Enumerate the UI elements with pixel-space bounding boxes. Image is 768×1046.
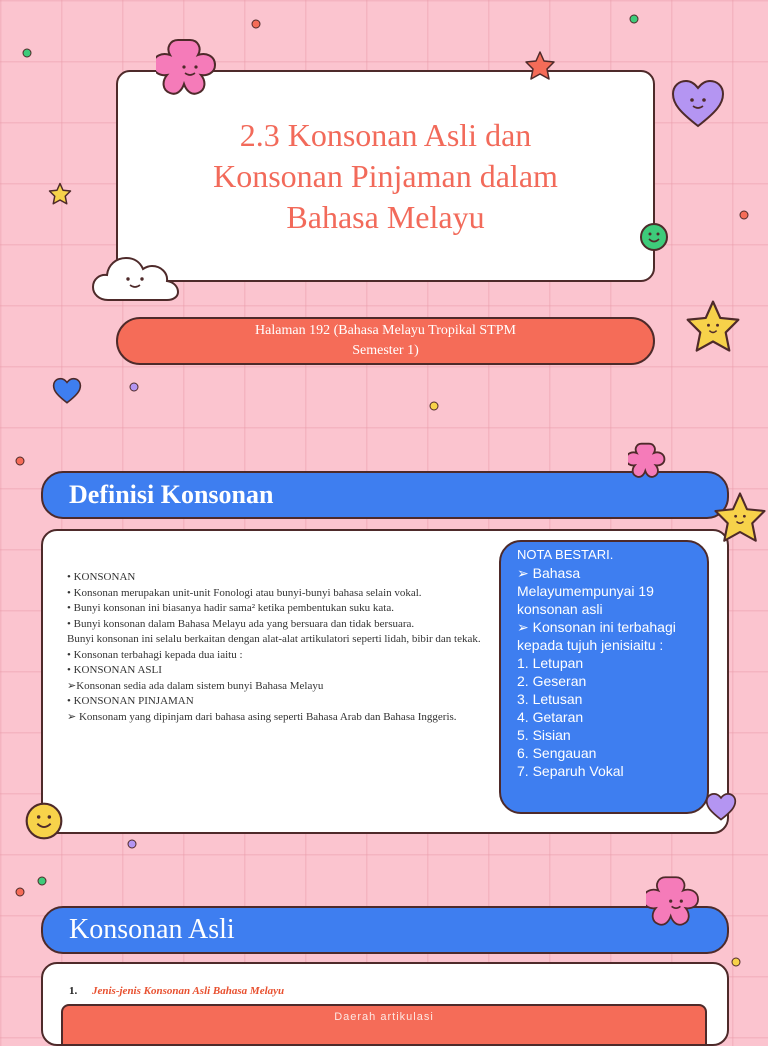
asli-item-heading: [69, 985, 284, 997]
smiley-icon: [24, 801, 64, 841]
dot-icon: [21, 47, 33, 59]
dot-icon: [14, 886, 26, 898]
definition-line: • Bunyi konsonan dalam Bahasa Melayu ada yang bersuara dan tidak bersuara.: [67, 617, 415, 630]
star-icon: [712, 490, 768, 546]
cloud-icon: [90, 250, 180, 306]
definition-line: • KONSONAN: [67, 571, 136, 583]
nota-title: NOTA BESTARI.: [517, 547, 614, 562]
nota-line: 2. Geseran: [517, 673, 587, 689]
flower-icon: [646, 872, 706, 932]
definition-line: Bunyi konsonan ini selalu berkaitan dengan alat-alat artikulatori seperti lidah, bibir dan tekak.: [67, 633, 481, 645]
section-header-asli: [41, 906, 729, 954]
heart-icon: [670, 78, 726, 130]
definition-line: • Konsonan merupakan unit-unit Fonologi atau bunyi-bunyi bahasa selain vokal.: [67, 586, 422, 599]
asli-card: [41, 962, 729, 1046]
star-icon: [524, 50, 556, 82]
nota-line: 5. Sisian: [517, 727, 571, 743]
nota-line: 1. Letupan: [517, 655, 584, 671]
definition-line: ➢ Konsonam yang dipinjam dari bahasa asing seperti Bahasa Arab dan Bahasa Inggeris.: [67, 710, 457, 723]
heart-icon: [705, 792, 737, 822]
flower-icon: [156, 34, 224, 102]
page-title: [166, 115, 606, 238]
definition-line: • KONSONAN ASLI: [67, 664, 162, 676]
nota-line: 3. Letusan: [517, 691, 583, 707]
flower-icon: [628, 440, 670, 482]
reference-line-1: Halaman 192 (Bahasa Melayu Tropikal STPM: [255, 323, 516, 338]
nota-line: ➢ Bahasa Melayumempunyai 19 konsonan asli: [517, 565, 654, 617]
section-title-asli: Konsonan Asli: [69, 914, 235, 945]
dot-icon: [126, 838, 138, 850]
dot-icon: [250, 18, 262, 30]
title-line-2: Konsonan Pinjaman dalam: [213, 157, 558, 194]
heart-icon: [52, 377, 82, 405]
definition-line: ➢Konsonan sedia ada dalam sistem bunyi Bahasa Melayu: [67, 679, 324, 692]
star-icon: [48, 182, 72, 206]
definition-line: • KONSONAN PINJAMAN: [67, 695, 194, 707]
reference-text: [196, 321, 576, 361]
dot-icon: [428, 400, 440, 412]
reference-pill: [116, 317, 655, 365]
definition-line: • Bunyi konsonan ini biasanya hadir sama² ketika pembentukan suku kata.: [67, 602, 394, 614]
nota-line: 7. Separuh Vokal: [517, 763, 624, 779]
definition-text: [67, 570, 487, 725]
title-line-1: 2.3 Konsonan Asli dan: [239, 116, 532, 153]
table-header: Daerah artikulasi: [61, 1004, 707, 1044]
definition-line: • Konsonan terbahagi kepada dua iaitu :: [67, 648, 243, 661]
nota-bestari-box: [499, 540, 709, 814]
asli-item-number: 1.: [69, 985, 78, 997]
dot-icon: [628, 13, 640, 25]
dot-icon: [14, 455, 26, 467]
title-line-3: Bahasa Melayu: [286, 198, 485, 235]
star-icon: [684, 298, 742, 356]
section-header-definisi: [41, 471, 729, 519]
nota-line: 6. Sengauan: [517, 745, 597, 761]
dot-icon: [36, 875, 48, 887]
nota-line: 4. Getaran: [517, 709, 584, 725]
nota-line: ➢ Konsonan ini terbahagi kepada tujuh jenisiaitu :: [517, 619, 676, 653]
dot-icon: [128, 381, 140, 393]
section-title-definisi: Definisi Konsonan: [69, 480, 274, 509]
smiley-icon: [639, 222, 669, 252]
reference-line-2: Semester 1): [352, 343, 419, 358]
asli-item-text: Jenis-jenis Konsonan Asli Bahasa Melayu: [92, 985, 285, 997]
dot-icon: [730, 956, 742, 968]
dot-icon: [738, 209, 750, 221]
